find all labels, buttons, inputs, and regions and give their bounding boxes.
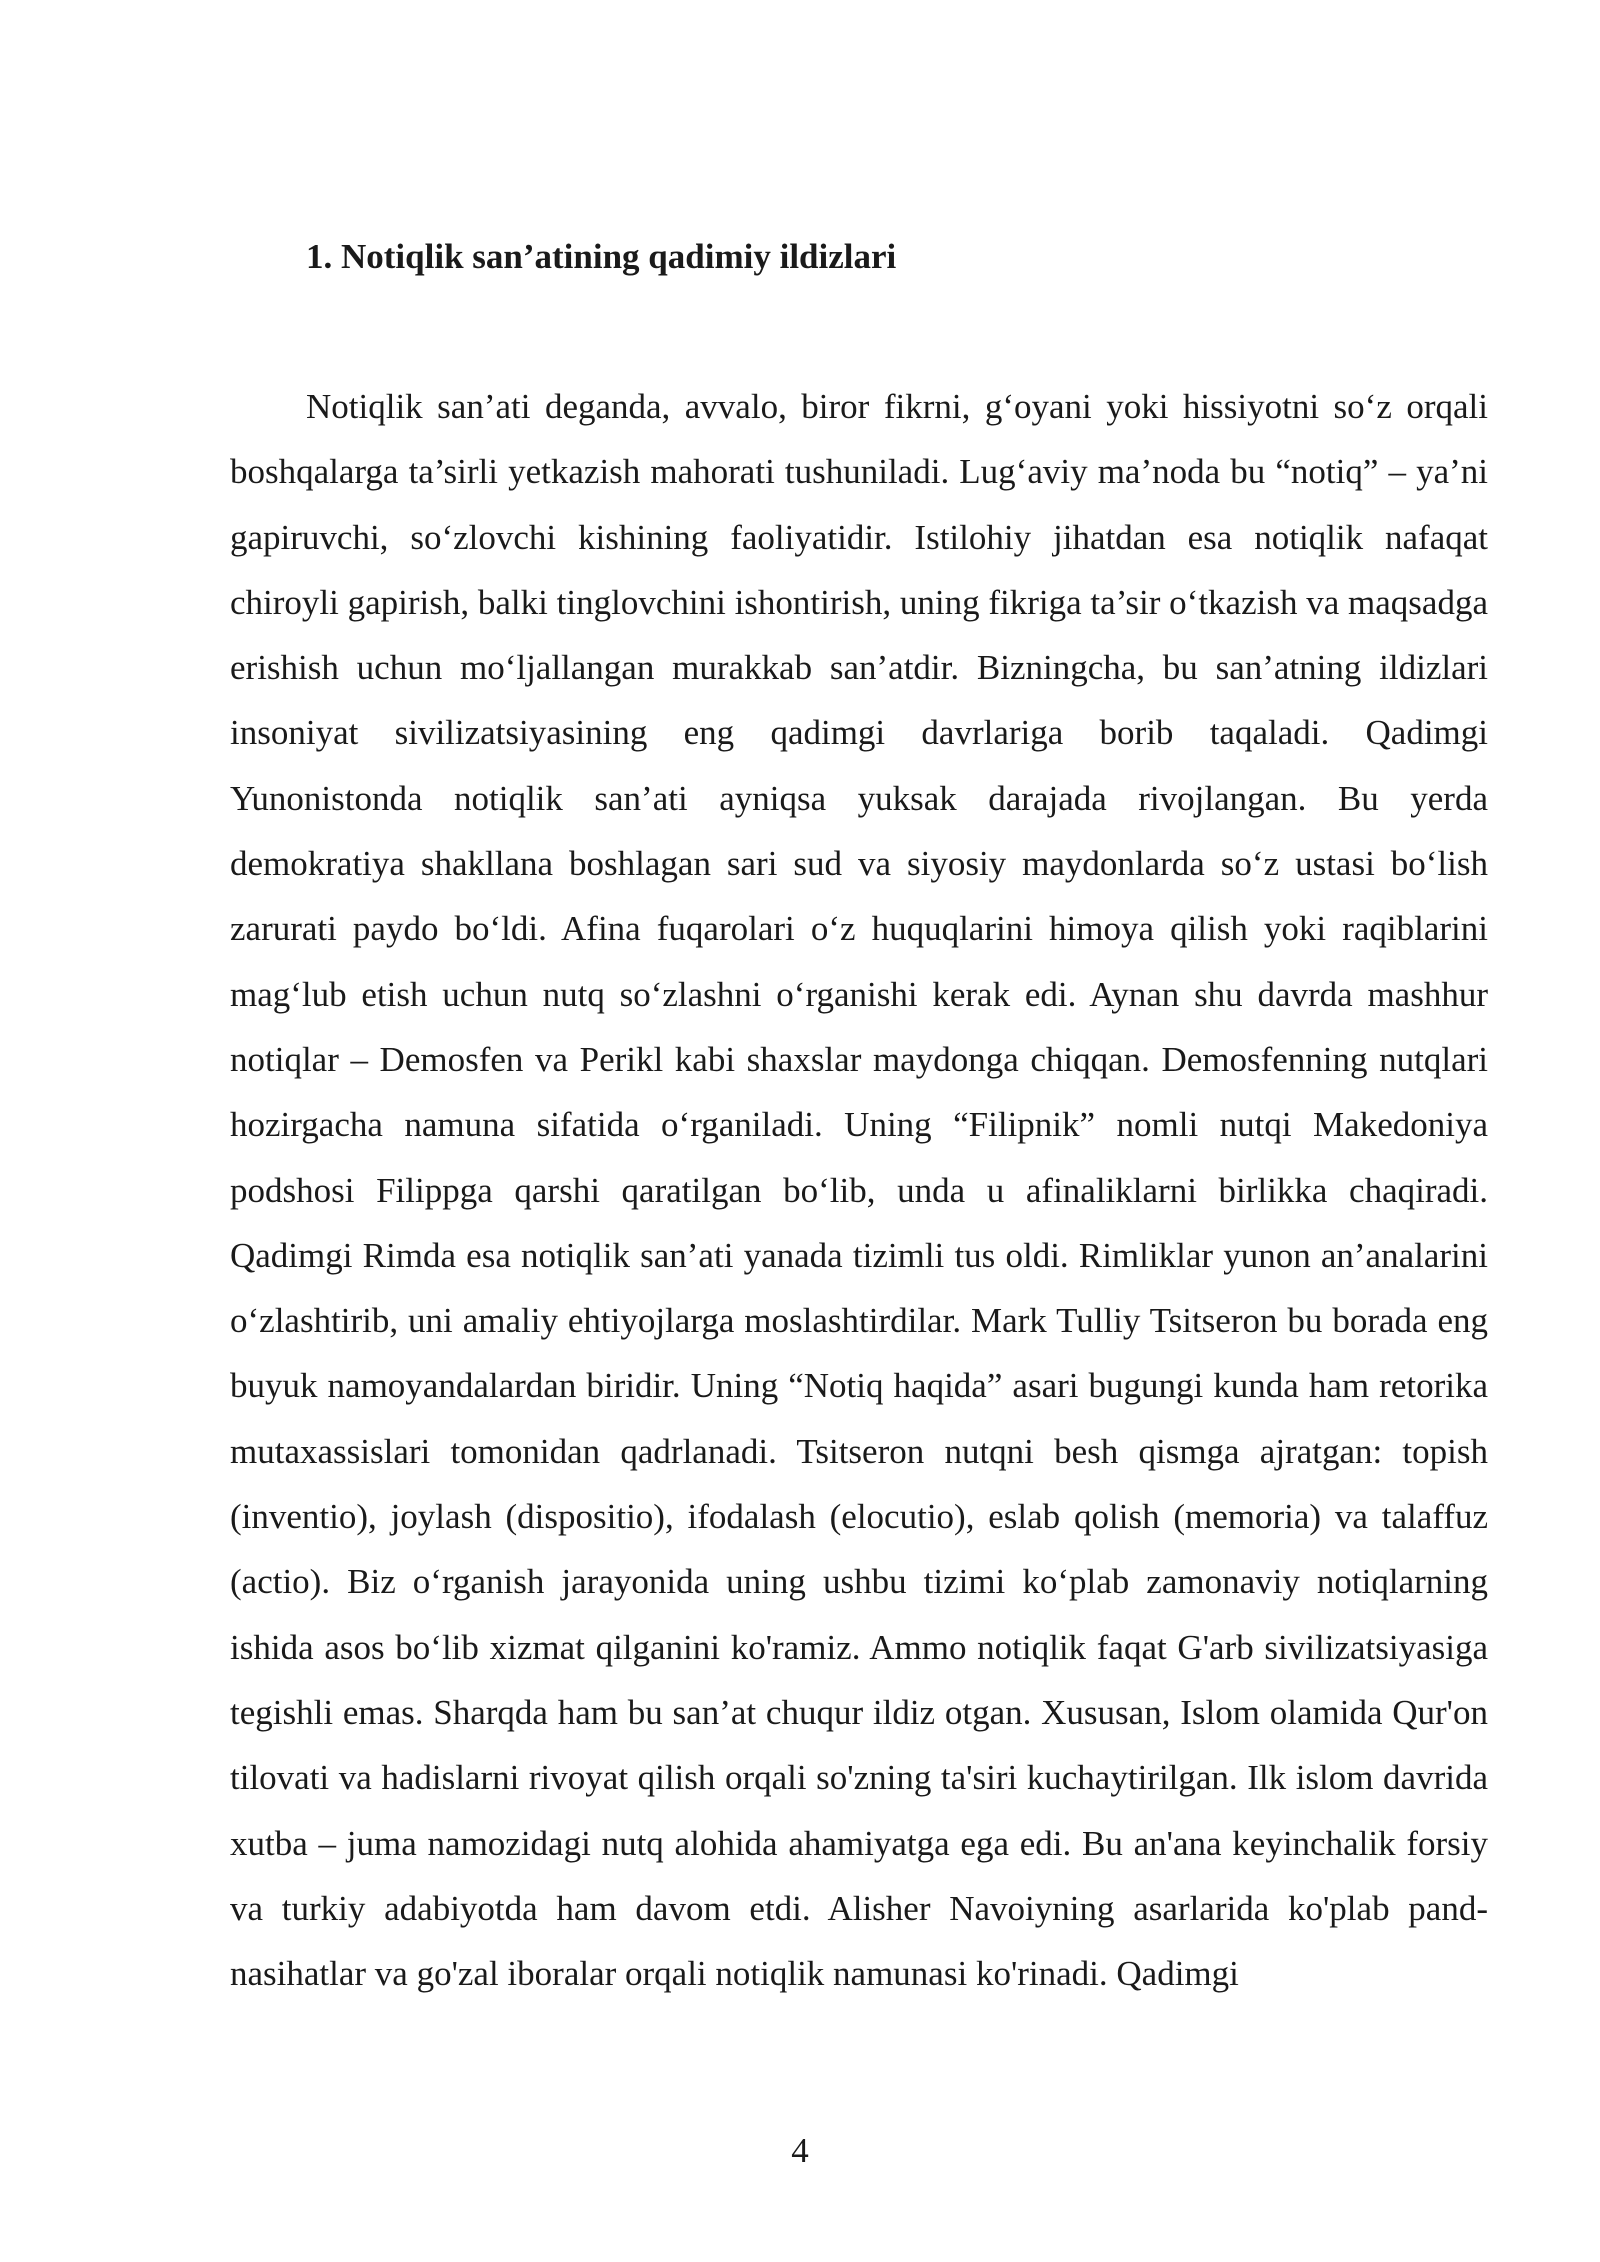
body-paragraph: Notiqlik san’ati deganda, avvalo, biror fikrni, g‘oyani yoki hissiyotni so‘z orqali boshqalarga ta’sirli yetkazish mahorati tushuniladi. Lug‘aviy ma’noda bu “notiq” – ya’ni gapiruvchi, so‘zlovchi kishining faoliyatidir. Istilohiy jihatdan esa notiqlik nafaqat chiroyli gapirish, balki tinglovchini ishontirish, uning fikriga ta’sir o‘tkazish va maqsadga erishish uchun mo‘ljallangan murakkab san’atdir. Bizningcha, bu san’atning ildizlari insoniyat sivilizatsiyasining eng qadimgi davrlariga borib taqaladi. Qadimgi Yunonistonda notiqlik san’ati ayniqsa yuksak darajada rivojlangan. Bu yerda demokratiya shakllana boshlagan sari sud va siyosiy maydonlarda so‘z ustasi bo‘lish zarurati paydo bo‘ldi. Afina fuqarolari o‘z huquqlarini himoya qilish yoki raqiblarini mag‘lub etish uchun nutq so‘zlashni o‘rganishi kerak edi. Aynan shu davrda mashhur notiqlar – Demosfen va Perikl kabi shaxslar maydonga chiqqan. Demosfenning nutqlari hozirgacha namuna sifatida o‘rganiladi. Uning “Filipnik” nomli nutqi Makedoniya podshosi Filippga qarshi qaratilgan bo‘lib, unda u afinaliklarni birlikka chaqiradi. Qadimgi Rimda esa notiqlik san’ati yanada tizimli tus oldi. Rimliklar yunon an’analarini o‘zlashtirib, uni amaliy ehtiyojlarga moslashtirdilar. Mark Tulliy Tsitseron bu borada eng buyuk namoyandalardan biridir. Uning “Notiq haqida” asari bugungi kunda ham retorika mutaxassislari tomonidan qadrlanadi. Tsitseron nutqni besh qismga ajratgan: topish (inventio), joylash (dispositio), ifodalash (elocutio), eslab qolish (memoria) va talaffuz (actio). Biz o‘rganish jarayonida uning ushbu tizimi ko‘plab zamonaviy notiqlarning ishida asos bo‘lib xizmat qilganini ko'ramiz. Ammo notiqlik faqat G'arb sivilizatsiyasiga tegishli emas. Sharqda ham bu san’at chuqur ildiz otgan. Xususan, Islom olamida Qur'on tilovati va hadislarni rivoyat qilish orqali so'zning ta'siri kuchaytirilgan. Ilk islom davrida xutba – juma namozidagi nutq alohida ahamiyatga ega edi. Bu an'ana keyinchalik forsiy va turkiy adabiyotda ham davom etdi. Alisher Navoiyning asarlarida ko'plab pand-nasihatlar va go'zal iboralar orqali notiqlik namunasi ko'rinadi. Qadimgi — [230, 387, 1488, 1994]
section-heading: 1. Notiqlik san’atining qadimiy ildizlari — [306, 237, 897, 276]
page-number: 4 — [791, 2131, 809, 2170]
